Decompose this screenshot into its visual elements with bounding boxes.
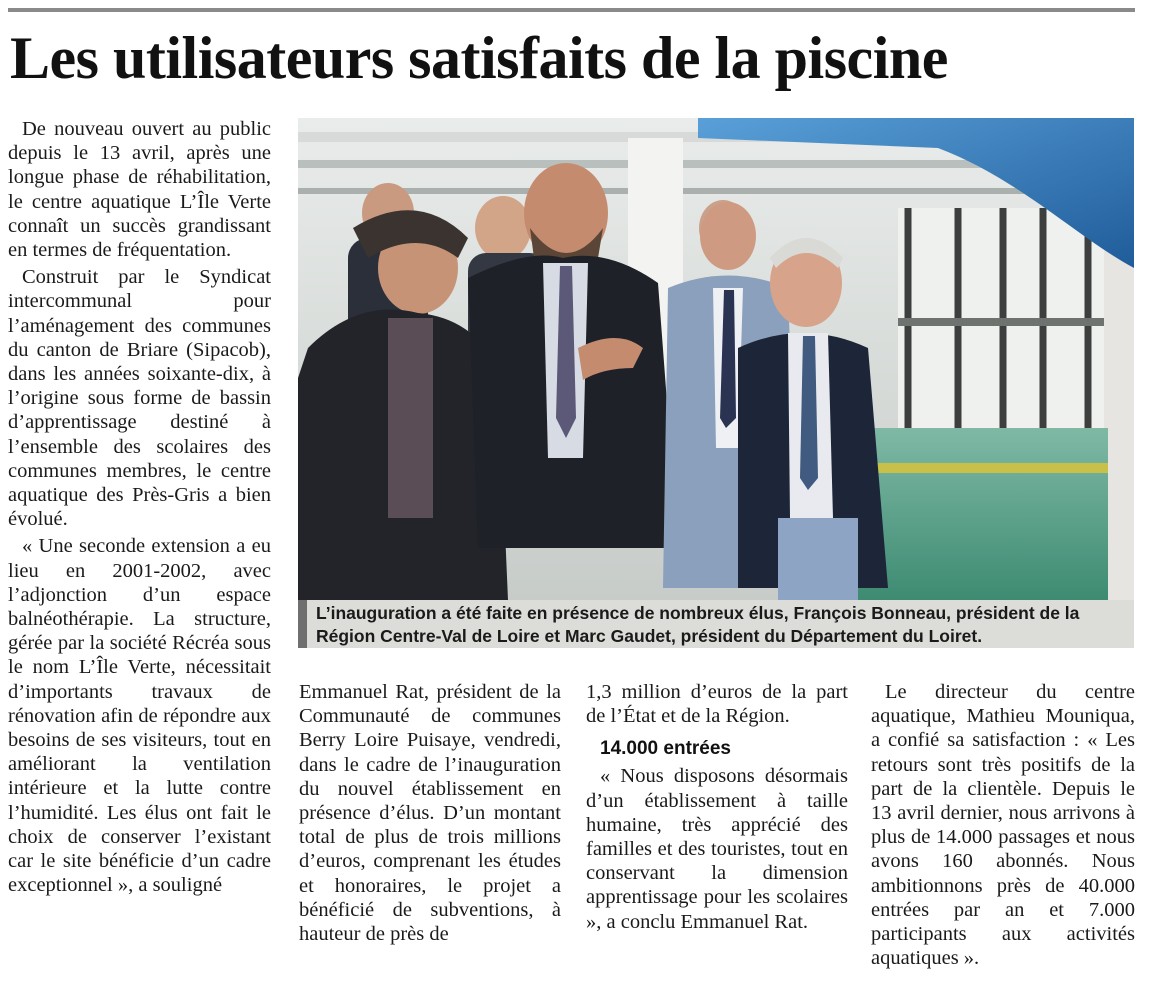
headline: Les utilisateurs satisfaits de la piscine (10, 25, 948, 91)
column-3 (586, 680, 848, 934)
top-rule (8, 8, 1135, 12)
column-1 (8, 117, 271, 898)
column-4 (871, 680, 1135, 970)
subheading: 14.000 entrées (600, 738, 731, 760)
paragraph: « Nous disposons désormais d’un établissement à taille humaine, très apprécié des familles et des touristes, tout en conservant la dimension apprentissage pour les scolaires », a conclu Emmanuel Rat. (586, 765, 848, 933)
photo-illustration (298, 118, 1134, 600)
paragraph: De nouveau ouvert au public depuis le 13 avril, après une longue phase de réhabilitation, le centre aquatique L’Île Verte connaît un succès grandissant en termes de fréquentation. (8, 118, 271, 262)
paragraph: 1,3 million d’euros de la part de l’État et de la Région. (586, 681, 848, 728)
paragraph: Construit par le Syndicat intercommunal pour l’aménagement des communes du canton de Briare (Sipacob), dans les années soixante-dix, à l’origine sous forme de bassin d’apprentissage destiné à l’ensemble des scolaires des communes membres, le centre aquatique des Près-Gris a bien évolué. (8, 266, 271, 531)
column-2 (299, 680, 561, 946)
photo-caption: L’inauguration a été faite en présence de nombreux élus, François Bonneau, président de la Région Centre-Val de Loire et Marc Gaudet, président du Département du Loiret. (298, 600, 1134, 648)
paragraph: « Une seconde extension a eu lieu en 2001-2002, avec l’adjonction d’un espace balnéothérapie. La structure, gérée par la société Récréa sous le nom L’Île Verte, nécessitait d’importants travaux de rénovation afin de répondre aux besoins de ses visiteurs, tout en améliorant la ventilation intérieure et la lutte contre l’humidité. Les élus ont fait le choix de conserver l’existant car le site bénéficie d’un cadre exceptionnel », a souligné (8, 535, 271, 897)
paragraph: Emmanuel Rat, président de la Communauté de communes Berry Loire Puisaye, vendredi, dans le cadre de l’inauguration du nouvel établissement en présence d’élus. D’un montant total de plus de trois millions d’euros, comprenant les études et honoraires, le projet a bénéficié de subventions, à hauteur de près de (299, 681, 561, 946)
paragraph: Le directeur du centre aquatique, Mathieu Mouniqua, a confié sa satisfaction : « Les retours sont très positifs de la part de la clientèle. Depuis le 13 avril dernier, nous arrivons à plus de 14.000 passages et nous avons 160 abonnés. Nous ambitionnons près de 40.000 entrées par an et 7.000 participants aux activités aquatiques ». (871, 681, 1135, 970)
inauguration-photo (298, 118, 1134, 600)
